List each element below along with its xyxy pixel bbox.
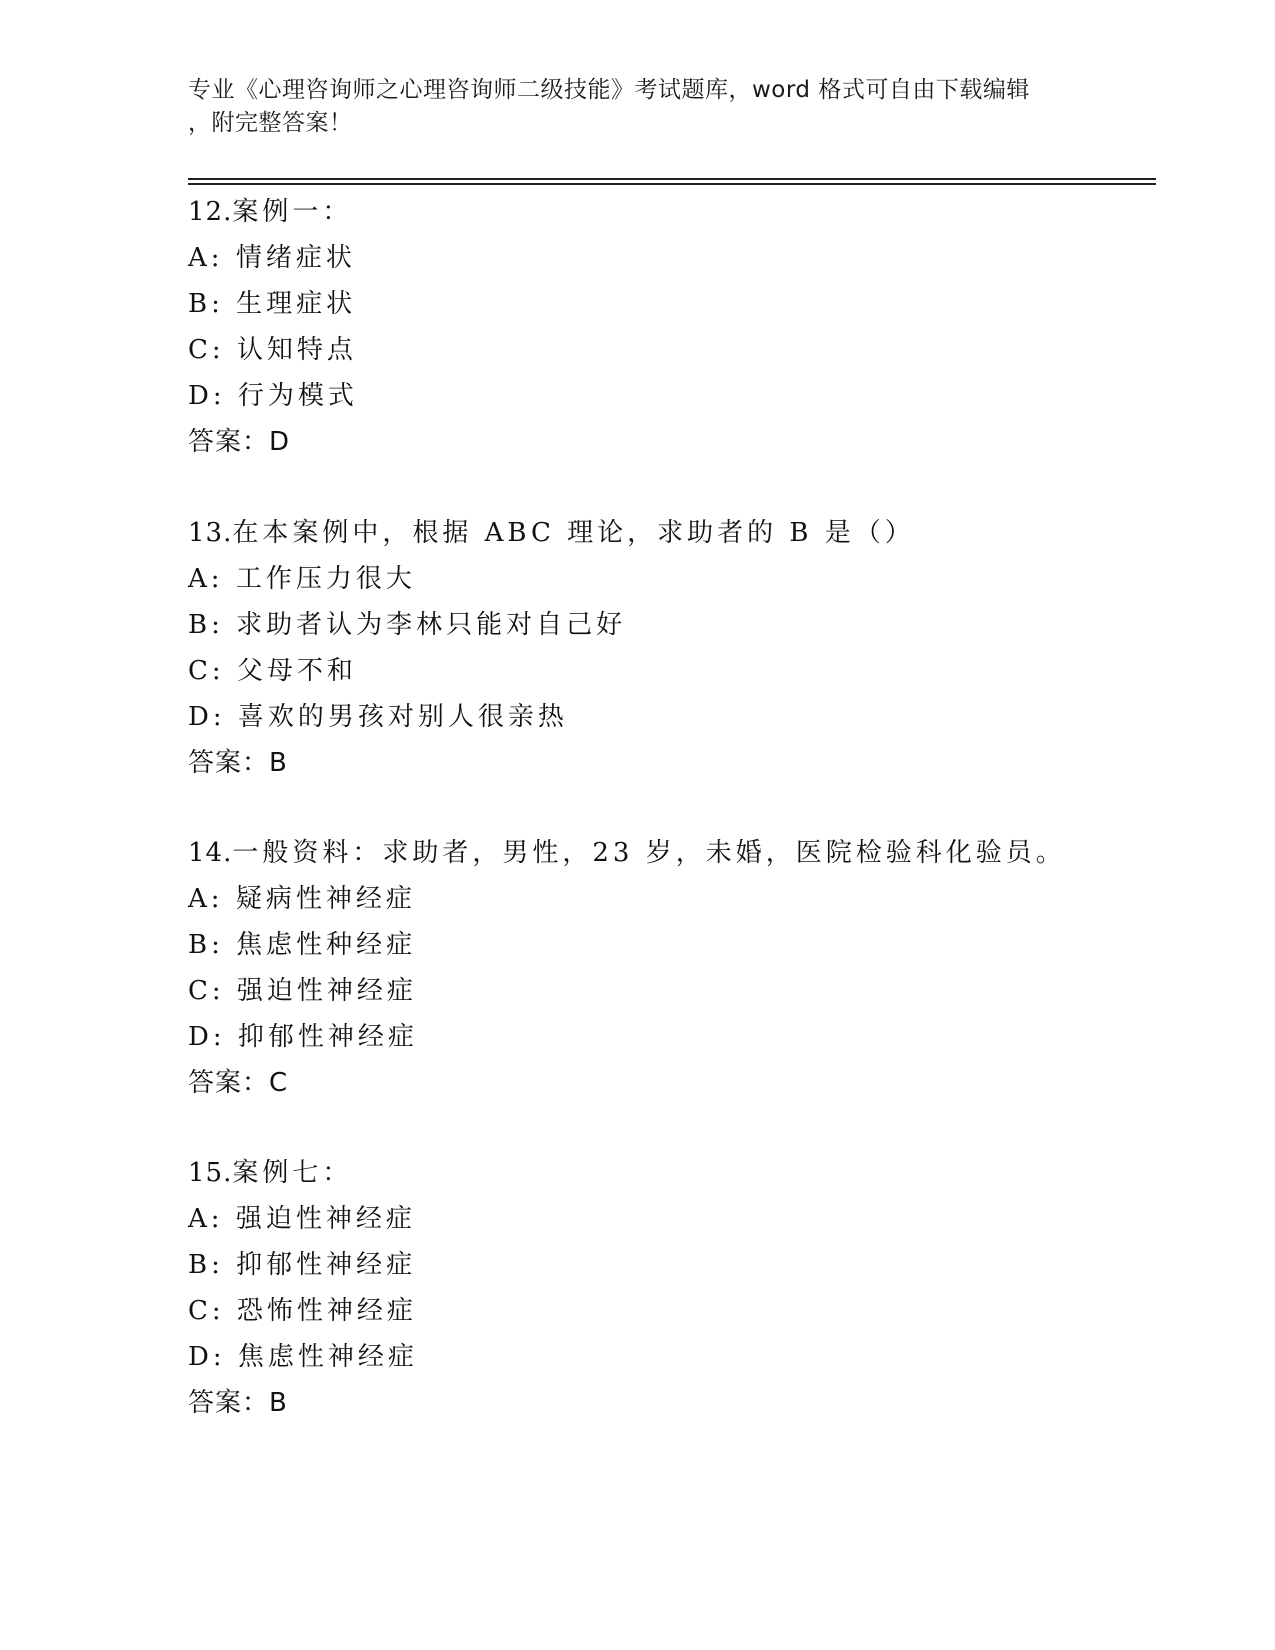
option-text: 求助者认为李林只能对自己好 <box>236 610 627 640</box>
question-number: 14. <box>188 838 233 868</box>
option-b <box>188 922 1148 968</box>
option-key: B: <box>188 610 224 640</box>
option-a <box>188 556 1148 602</box>
option-text: 工作压力很大 <box>235 564 416 594</box>
option-text: 喜欢的男孩对别人很亲热 <box>237 702 568 732</box>
option-key: C: <box>188 335 225 365</box>
question-text: 案例七： <box>232 1158 353 1188</box>
option-c <box>188 1288 1148 1334</box>
question-15 <box>188 1150 1148 1426</box>
question-stem <box>188 1150 1148 1196</box>
option-c <box>188 968 1148 1014</box>
header-divider-top <box>188 178 1156 180</box>
option-key: C: <box>188 1296 225 1326</box>
question-number: 15. <box>188 1158 233 1188</box>
header-line-1: 专业《心理咨询师之心理咨询师二级技能》考试题库，word 格式可自由下载编辑 <box>188 77 1030 103</box>
option-d <box>188 694 1148 740</box>
option-a <box>188 235 1148 281</box>
option-c <box>188 327 1148 373</box>
question-number: 13. <box>188 518 233 548</box>
option-text: 抑郁性神经症 <box>237 1022 418 1052</box>
question-stem <box>188 830 1148 876</box>
option-a <box>188 876 1148 922</box>
option-c <box>188 648 1148 694</box>
option-key: B: <box>188 289 224 319</box>
question-12 <box>188 189 1148 465</box>
header-divider-bottom <box>188 183 1156 185</box>
question-14 <box>188 830 1148 1106</box>
option-text: 认知特点 <box>236 335 357 365</box>
option-key: A: <box>188 564 224 594</box>
option-a <box>188 1196 1148 1242</box>
option-b <box>188 1242 1148 1288</box>
answer-line: 答案：C <box>188 1068 289 1098</box>
option-text: 恐怖性神经症 <box>236 1296 417 1326</box>
option-text: 生理症状 <box>236 289 357 319</box>
option-text: 行为模式 <box>237 381 358 411</box>
option-text: 情绪症状 <box>235 243 356 273</box>
question-text: 一般资料：求助者，男性，23 岁，未婚，医院检验科化验员。 <box>232 838 1066 868</box>
option-key: A: <box>188 1204 224 1234</box>
header-line-2: ，附完整答案！ <box>188 110 353 136</box>
question-number: 12. <box>188 197 233 227</box>
option-text: 焦虑性种经症 <box>236 930 417 960</box>
answer-line: 答案：D <box>188 427 291 457</box>
option-text: 疑病性神经症 <box>235 884 416 914</box>
option-text: 强迫性神经症 <box>235 1204 416 1234</box>
answer-line: 答案：B <box>188 748 288 778</box>
option-key: C: <box>188 976 225 1006</box>
option-text: 焦虑性神经症 <box>237 1342 418 1372</box>
option-d <box>188 1014 1148 1060</box>
option-key: D: <box>188 702 226 732</box>
question-text: 案例一： <box>232 197 353 227</box>
option-d <box>188 1334 1148 1380</box>
answer-line: 答案：B <box>188 1388 288 1418</box>
question-text: 在本案例中，根据 ABC 理论，求助者的 B 是（） <box>232 518 915 548</box>
option-key: A: <box>188 243 224 273</box>
question-stem <box>188 189 1148 235</box>
option-key: B: <box>188 1250 224 1280</box>
question-13 <box>188 510 1148 786</box>
option-b <box>188 281 1148 327</box>
option-key: B: <box>188 930 224 960</box>
option-key: D: <box>188 381 226 411</box>
option-b <box>188 602 1148 648</box>
option-text: 抑郁性神经症 <box>236 1250 417 1280</box>
option-key: A: <box>188 884 224 914</box>
question-stem <box>188 510 1148 556</box>
option-key: D: <box>188 1022 226 1052</box>
option-key: C: <box>188 656 225 686</box>
option-text: 强迫性神经症 <box>236 976 417 1006</box>
document-header <box>188 74 1088 140</box>
option-text: 父母不和 <box>236 656 357 686</box>
option-d <box>188 373 1148 419</box>
option-key: D: <box>188 1342 226 1372</box>
